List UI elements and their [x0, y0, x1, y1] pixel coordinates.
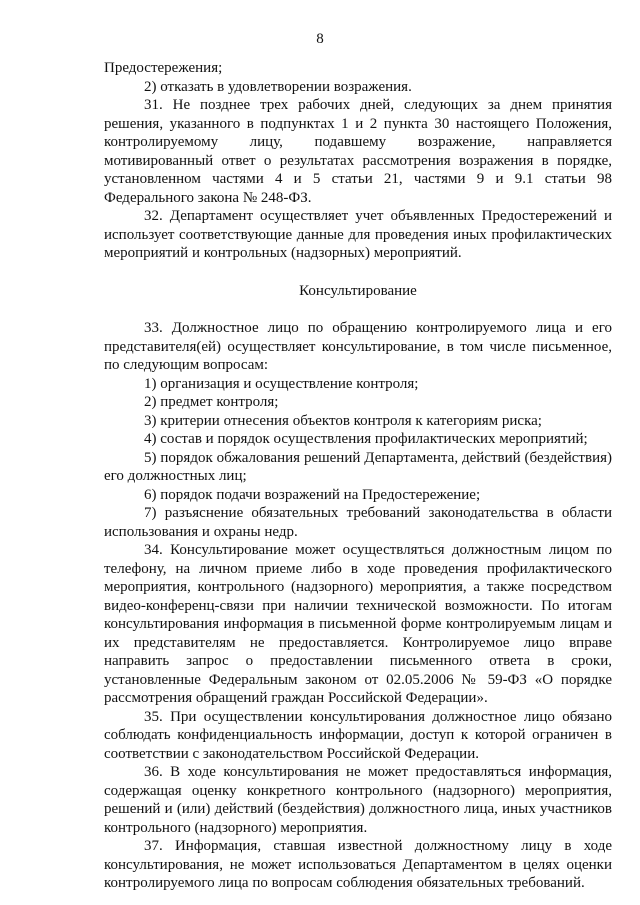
list-item-7: 7) разъяснение обязательных требований законодательства в области использования и охраны недр.	[104, 505, 612, 540]
paragraph-clause-32: 32. Департамент осуществляет учет объявленных Предостережений и использует соответствующие данные для проведения иных профилактических мероприятий и контрольных (надзорных) мероприятий.	[104, 208, 612, 261]
list-item-1: 1) организация и осуществление контроля;	[144, 375, 419, 392]
paragraph-clause-35: 35. При осуществлении консультирования должностное лицо обязано соблюдать конфиденциальность информации, доступ к которой ограничен в соответствии с законодательством Российской Федерации.	[104, 708, 612, 762]
paragraph-clause-34: 34. Консультирование может осуществляться должностным лицом по телефону, на личном приеме либо в ходе проведения профилактического мероприятия, контрольного (надзорного) мероприятия, а также посредством видео-конференц-связи при наличии технической возможности. По итогам консультирования информация в письменной форме контролируемым лицам и их представителям не предоставляется. Контролируемое лицо вправе направить запрос о предоставлении письменного ответа в сроки, установленные Федеральным законом от 02.05.2006 № 59-ФЗ «О порядке рассмотрения обращений граждан Российской Федерации».	[104, 542, 612, 706]
list-item-6: 6) порядок подачи возражений на Предостережение;	[144, 486, 481, 503]
list-item-5: 5) порядок обжалования решений Департамента, действий (бездействия) его должностных лиц;	[104, 449, 612, 484]
list-item-2: 2) предмет контроля;	[144, 394, 279, 410]
paragraph-clause-31: 31. Не позднее трех рабочих дней, следующих за днем принятия решения, указанного в подпунктах 1 и 2 пункта 30 настоящего Положения, контролируемому лицу, подавшему возражение, направляется мотивированный ответ о результатах рассмотрения возражения в порядке, установленном частями 4 и 5 статьи 21, частями 9 и 9.1 статьи 98 Федерального закона № 248-ФЗ.	[104, 97, 612, 206]
paragraph-clause-33: 33. Должностное лицо по обращению контролируемого лица и его представителя(ей) осуществляет консультирование, в том числе письменное, по следующим вопросам:	[104, 320, 612, 373]
paragraph-clause-37: 37. Информация, ставшая известной должностному лицу в ходе консультирования, не может использоваться Департаментом в целях оценки контролируемого лица по вопросам соблюдения обязательных требований.	[104, 838, 612, 891]
document-body	[104, 59, 612, 893]
paragraph-continuation: Предостережения;	[104, 60, 223, 76]
paragraph-item-2: 2) отказать в удовлетворении возражения.	[144, 78, 412, 95]
section-heading: Консультирование	[299, 282, 417, 299]
paragraph-clause-36: 36. В ходе консультирования не может предоставляться информация, содержащая оценку конкретного контрольного (надзорного) мероприятия, решений и (или) действий (бездействия) должностного лица, иных участников контрольного (надзорного) мероприятия.	[104, 764, 612, 836]
list-item-3: 3) критерии отнесения объектов контроля к категориям риска;	[144, 412, 542, 429]
list-item-4: 4) состав и порядок осуществления профилактических мероприятий;	[144, 431, 588, 447]
page-number: 8	[316, 31, 324, 47]
